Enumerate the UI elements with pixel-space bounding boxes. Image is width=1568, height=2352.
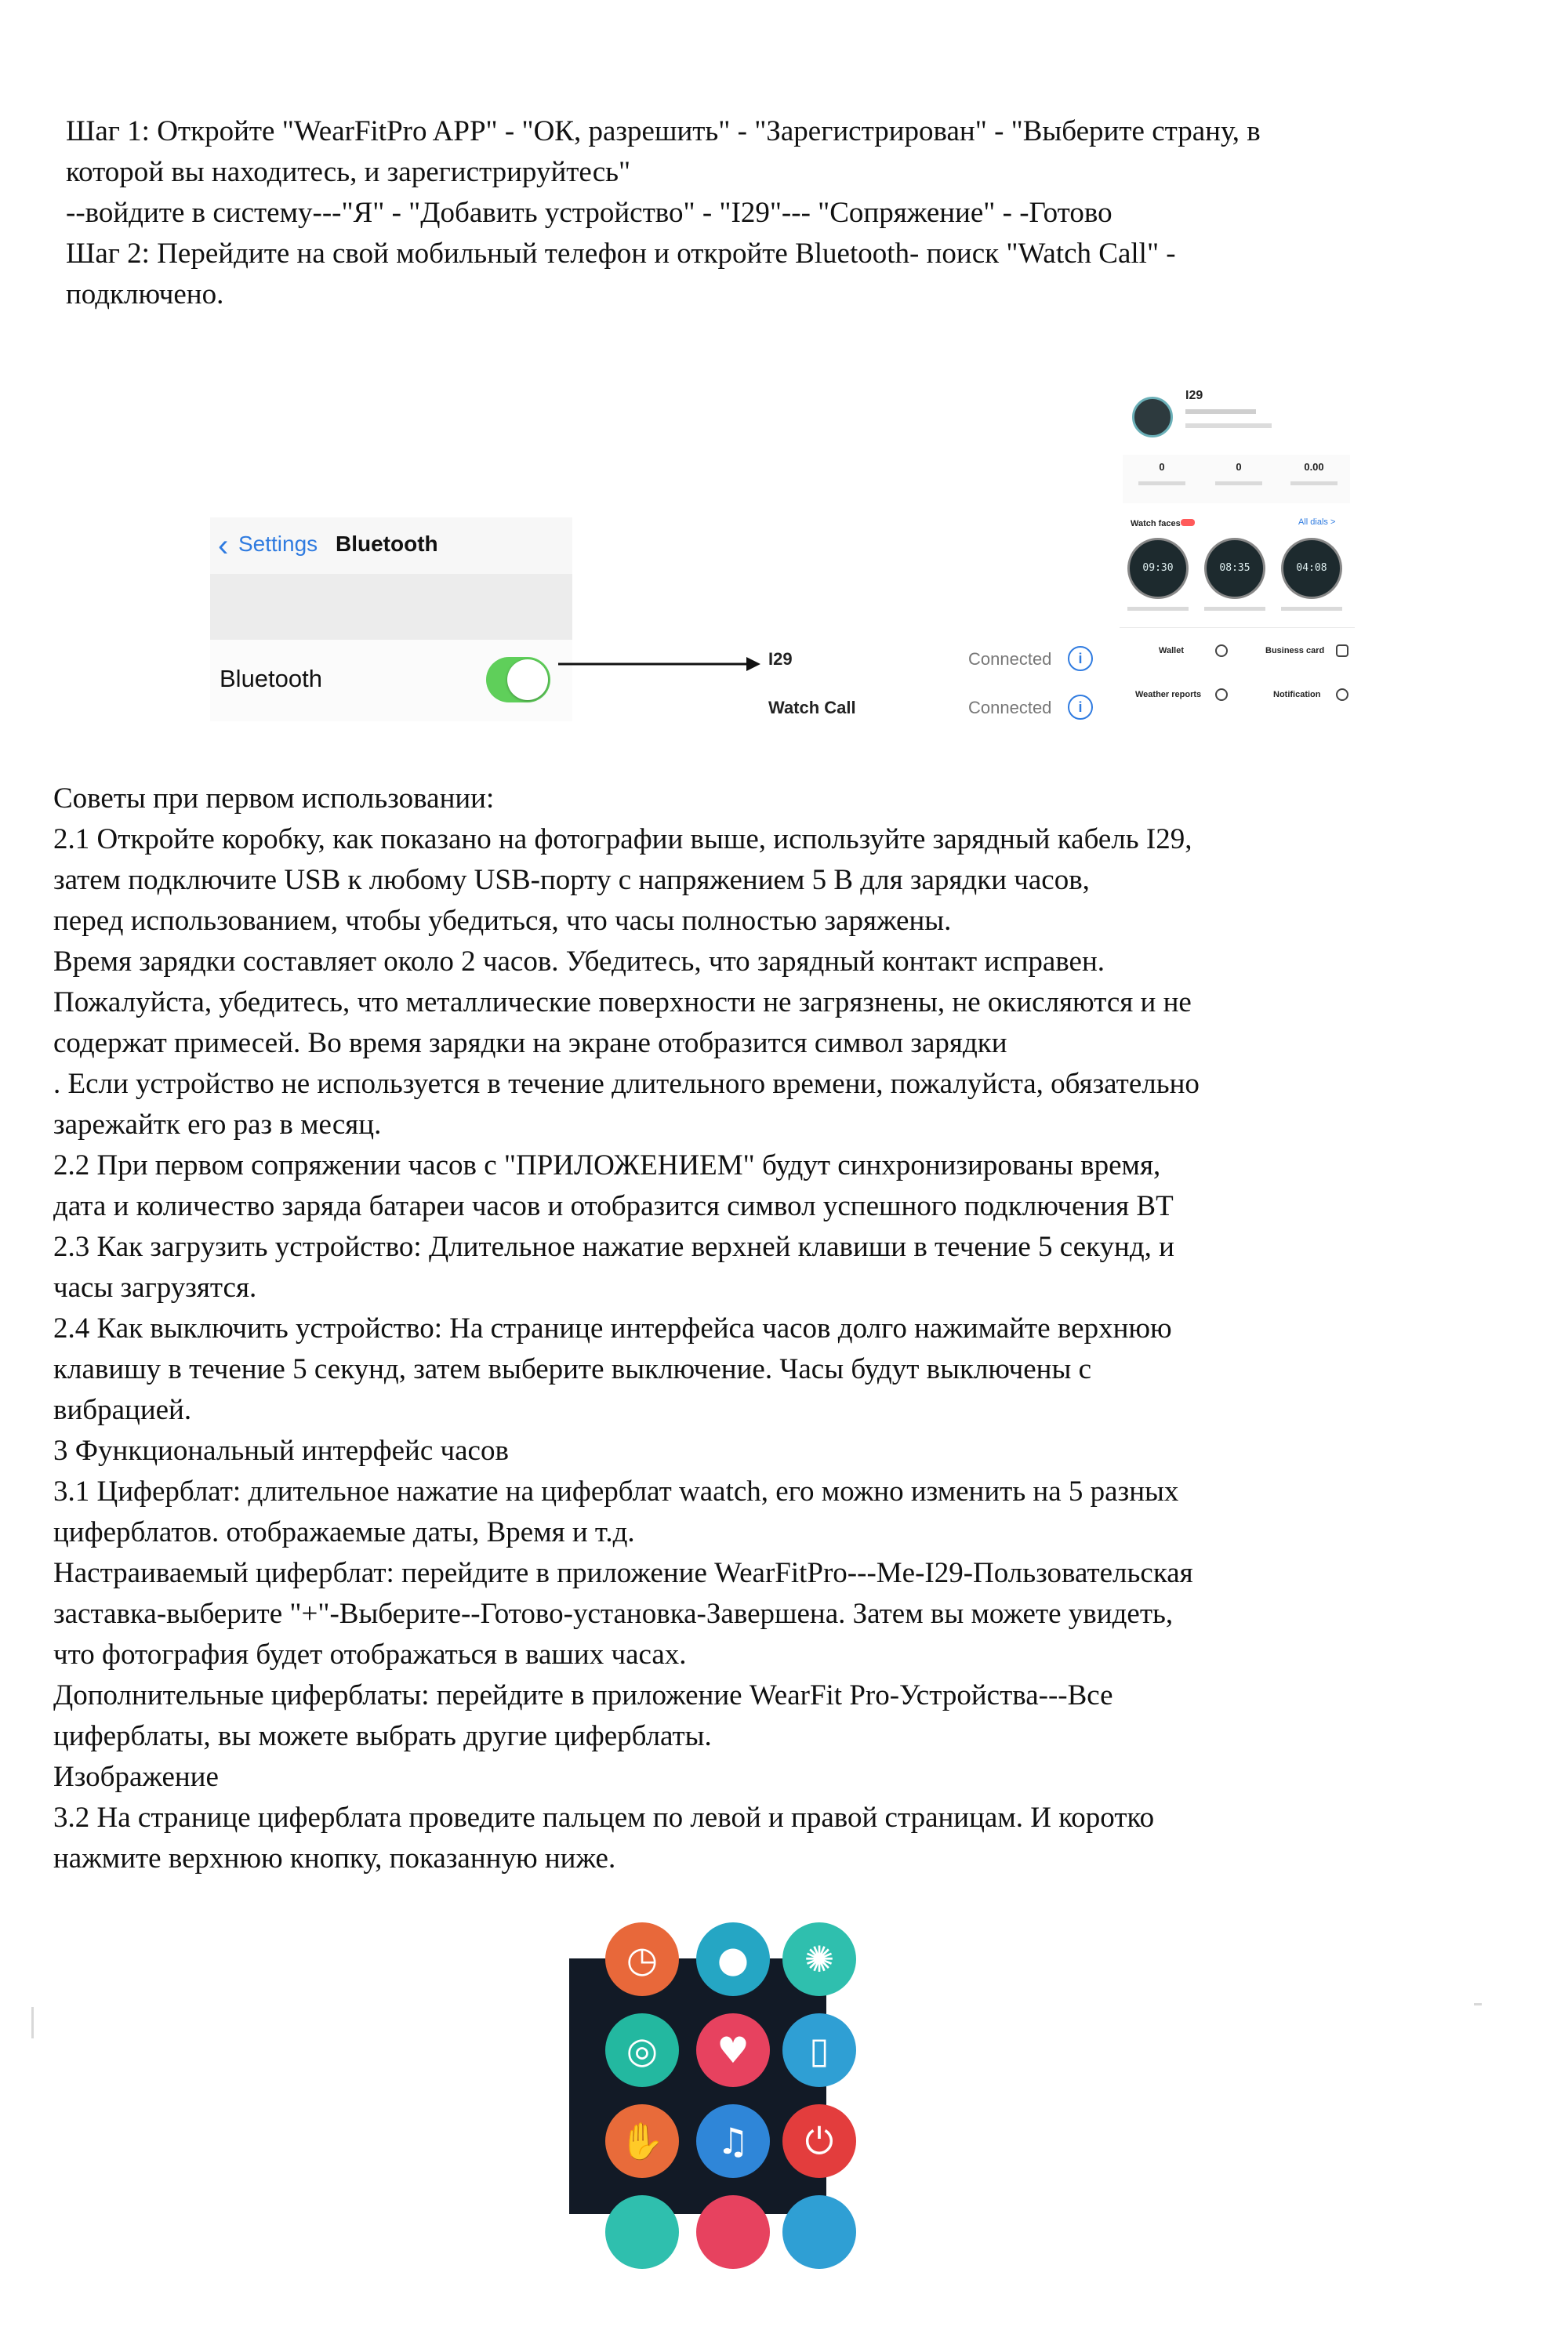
- watch-avatar: [1132, 397, 1173, 437]
- notification-icon: [1336, 688, 1348, 701]
- settings-back-label: Settings: [238, 532, 318, 556]
- tip-3-2: 3.2 На странице циферблата проведите пальцем по левой и правой страницам. И коротко нажмите верхнюю кнопку, показанную ниже.: [53, 1802, 1155, 1875]
- info-icon: i: [1068, 695, 1093, 720]
- section-3-heading: 3 Функциональный интерфейс часов: [53, 1435, 509, 1467]
- charging-time-text: Время зарядки составляет около 2 часов. Убедитесь, что зарядный контакт исправен. Пожалуйста, убедитесь, что металлические поверхности не загрязнены, не окисляются и не содержат примесей. Во время зарядки на экране отобразится символ зарядки: [53, 946, 1192, 1059]
- tip-3-1: 3.1 Циферблат: длительное нажатие на циферблат waatch, его можно изменить на 5 разных циферблатов. отображаемые даты, Время и т.д.: [53, 1475, 1179, 1548]
- notification-label: Notification: [1273, 690, 1321, 699]
- step1-text: Шаг 1: Откройте "WearFitPro APP" - "ОК, разрешить" - "Зарегистрирован" - "Выберите страну, в которой вы находитесь, и зарегистрируйтесь": [66, 115, 1261, 188]
- wallet-icon: [1215, 644, 1228, 657]
- stat-caption: [1215, 481, 1262, 485]
- business-card-label: Business card: [1265, 646, 1325, 655]
- custom-dial-text: Настраиваемый циферблат: перейдите в приложение WearFitPro---Me-I29-Пользовательская заставка-выберите "+"-Выберите--Готово-установка-Завершена. Затем вы можете увидеть, что фотография будет отображаться в ваших часах.: [53, 1557, 1193, 1671]
- activity-icon: ◎: [605, 2013, 679, 2087]
- extra-icon-bottom: [605, 2195, 679, 2269]
- watch-face-caption: [1204, 607, 1265, 611]
- card-icon: [1336, 644, 1348, 657]
- extra-icon-bottom: [696, 2195, 770, 2269]
- tip-2-3: 2.3 Как загрузить устройство: Длительное нажатие верхней клавиши в течение 5 секунд, и часы загрузятся.: [53, 1231, 1174, 1304]
- device-status-watch-call: Connected: [968, 698, 1052, 717]
- bluetooth-toggle-switch: [486, 657, 550, 702]
- bluetooth-header: [210, 517, 572, 574]
- watch-face-3: 04:08: [1281, 538, 1342, 599]
- bluetooth-device-list: [768, 643, 1098, 729]
- power-icon: ⏻: [782, 2104, 856, 2178]
- bluetooth-toggle-row: [210, 640, 572, 721]
- arrow-right-icon: [558, 652, 762, 676]
- wallet-label: Wallet: [1159, 646, 1184, 655]
- handshake-icon: ✋: [605, 2104, 679, 2178]
- camera-icon: ●: [696, 1922, 770, 1996]
- stat-caption: [1138, 481, 1185, 485]
- watch-face-2: 08:35: [1204, 538, 1265, 599]
- info-icon: i: [1068, 646, 1093, 671]
- music-icon: ♫: [696, 2104, 770, 2178]
- device-name-i29: I29: [768, 649, 793, 669]
- device-status-i29: Connected: [968, 649, 1052, 669]
- stat-value: 0.00: [1304, 461, 1324, 473]
- stat-caption: [1290, 481, 1338, 485]
- stats-panel: [1123, 455, 1350, 503]
- device-name-watch-call: Watch Call: [768, 698, 856, 717]
- stat-value: 0: [1159, 461, 1165, 473]
- watch-menu-image: [569, 1938, 835, 2214]
- step2-text: Шаг 2: Перейдите на свой мобильный телефон и откройте Bluetooth- поиск "Watch Call" - подключено.: [66, 238, 1176, 310]
- extra-icon-bottom: [782, 2195, 856, 2269]
- device-info-line: [1185, 423, 1272, 428]
- device-status-line: [1185, 409, 1256, 414]
- scan-speck: [1474, 2003, 1482, 2005]
- toggle-knob: [507, 659, 548, 700]
- bluetooth-settings-screenshot: [210, 517, 572, 721]
- app-device-name: I29: [1185, 389, 1203, 402]
- wearfitpro-app-screenshot: [1120, 378, 1355, 715]
- watch-face-1: 09:30: [1127, 538, 1189, 599]
- setup-instructions: [66, 111, 1540, 315]
- timer-icon: ◷: [605, 1922, 679, 1996]
- usage-tips: [53, 779, 1535, 1879]
- new-badge: [1181, 519, 1195, 526]
- tip-2-4: 2.4 Как выключить устройство: На странице интерфейса часов долго нажимайте верхнюю клавишу в течение 5 секунд, затем выберите выключение. Часы будут выключены с вибрацией.: [53, 1312, 1172, 1426]
- long-storage-text: . Если устройство не используется в течение длительного времени, пожалуйста, обязательно зарежайтк его раз в месяц.: [53, 1068, 1200, 1141]
- image-caption: Изображение: [53, 1761, 219, 1793]
- settings-icon: ✺: [782, 1922, 856, 1996]
- back-chevron-icon: ‹: [218, 528, 229, 563]
- tip-2-2: 2.2 При первом сопряжении часов с "ПРИЛОЖЕНИЕМ" будут синхронизированы время, дата и количество заряда батареи часов и отобразится символ успешного подключения BT: [53, 1149, 1174, 1222]
- watch-face-caption: [1281, 607, 1342, 611]
- bluetooth-toggle-label: Bluetooth: [220, 665, 322, 692]
- weather-icon: [1215, 688, 1228, 701]
- watch-face-caption: [1127, 607, 1189, 611]
- scan-speck: [31, 2007, 34, 2038]
- divider: [1120, 627, 1355, 628]
- phone-icon: ▯: [782, 2013, 856, 2087]
- tips-heading: Советы при первом использовании:: [53, 782, 495, 815]
- stat-value: 0: [1236, 461, 1242, 473]
- all-dials-link: All dials >: [1298, 517, 1336, 527]
- heart-icon: ♥: [696, 2013, 770, 2087]
- watch-faces-label: Watch faces: [1131, 519, 1181, 528]
- bluetooth-title: Bluetooth: [336, 532, 438, 556]
- weather-reports-label: Weather reports: [1135, 690, 1202, 699]
- extra-dials-text: Дополнительные циферблаты: перейдите в приложение WearFit Pro-Устройства---Все циферблаты, вы можете выбрать другие циферблаты.: [53, 1679, 1113, 1752]
- tip-2-1: 2.1 Откройте коробку, как показано на фотографии выше, используйте зарядный кабель I29, затем подключите USB к любому USB-порту с напряжением 5 В для зарядки часов, перед использованием, чтобы убедиться, что часы полностью заряжены.: [53, 823, 1192, 937]
- step1-continued-text: --войдите в систему---"Я" - "Добавить устройство" - "I29"--- "Сопряжение" - -Готово: [66, 197, 1112, 229]
- section-separator: [210, 574, 572, 640]
